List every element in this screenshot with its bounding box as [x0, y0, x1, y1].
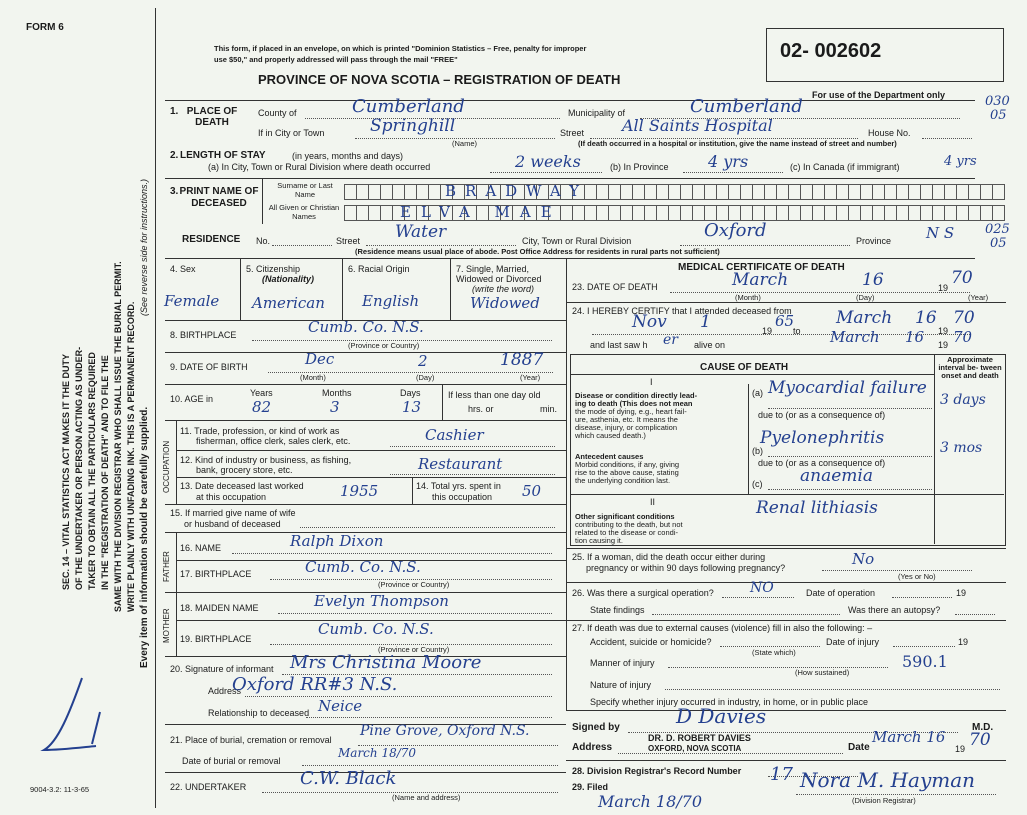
residence-city-label: City, Town or Rural Division — [522, 236, 632, 246]
cause-a-label: (a) — [752, 388, 763, 398]
dod-month: March — [732, 270, 789, 290]
dept-cause-code: 590.1 — [902, 652, 948, 671]
registrar-hint: (Division Registrar) — [852, 796, 916, 805]
hrs-label: hrs. or — [468, 404, 494, 414]
trade-label-1: 11. Trade, profession, or kind of work as — [180, 426, 340, 436]
q26-value: NO — [750, 580, 774, 596]
undertaker-label: 22. UNDERTAKER — [170, 782, 247, 792]
residence-city-value: Oxford — [704, 220, 767, 241]
age-years-label: Years — [250, 388, 273, 398]
form-number: FORM 6 — [26, 22, 64, 33]
burial-place-value: Pine Grove, Oxford N.S. — [360, 723, 530, 739]
last-saw-year: 70 — [953, 328, 973, 346]
stay-province-value: 4 yrs — [708, 152, 749, 171]
spouse-label-2: or husband of deceased — [184, 519, 281, 529]
q26-label: 26. Was there a surgical operation? — [572, 588, 714, 598]
other-conditions-1: Other significant conditions — [575, 512, 675, 521]
findings-label: State findings — [590, 605, 645, 615]
cause-title: CAUSE OF DEATH — [700, 362, 789, 373]
residence-label: RESIDENCE — [182, 234, 241, 245]
direct-cause-3: the mode of dying, e.g., heart fail- — [575, 407, 687, 416]
signed-by-label: Signed by — [572, 722, 620, 733]
mail-notice-1: This form, if placed in an envelope, on which is printed "Dominion Statistics – Free, penalty for improper — [214, 44, 587, 53]
stay-number: 2. — [170, 150, 179, 161]
antecedent-2: Morbid conditions, if any, giving — [575, 460, 680, 469]
industry-value: Restaurant — [418, 455, 503, 473]
age-days-label: Days — [400, 388, 421, 398]
given-names-label: All Given or Christian Names — [268, 203, 340, 221]
stay-label: LENGTH OF STAY — [180, 150, 266, 161]
filed-date-value: March 18/70 — [598, 792, 703, 811]
injury-date-19: 19 — [958, 637, 969, 647]
less-than-day-label: If less than one day old — [448, 390, 541, 400]
citizenship-hint: (Nationality) — [262, 274, 315, 284]
cause-b-label: (b) — [752, 446, 763, 456]
sign-date-19: 19 — [955, 744, 966, 754]
surname-value: BRADWAY — [445, 182, 588, 200]
last-saw-month: March — [830, 328, 880, 346]
q25-label-2: pregnancy or within 90 days following pregnancy? — [586, 563, 786, 573]
house-no-label: House No. — [868, 128, 911, 138]
trade-label-2: fisherman, office clerk, sales clerk, etc. — [196, 436, 351, 446]
how-sustained-hint: (How sustained) — [795, 668, 850, 677]
name-label: PRINT NAME OF DECEASED — [179, 186, 259, 209]
dod-year: 70 — [951, 268, 973, 288]
dod-year-prefix: 19 — [938, 283, 949, 293]
municipality-value: Cumberland — [690, 96, 803, 117]
surname-cells — [344, 184, 1005, 200]
registration-number: 02- 002602 — [780, 40, 882, 62]
sec14-line-6: WRITE PLAINLY WITH UNFADING INK. THIS IS A PERMANENT RECORD. — [126, 301, 136, 612]
interval-header: Approximate interval be- tween onset and death — [938, 355, 1002, 380]
dod-day: 16 — [862, 270, 884, 290]
undertaker-value: C.W. Black — [300, 768, 397, 789]
dept-code-1: 030 — [985, 94, 1010, 109]
dod-month-hint: (Month) — [735, 293, 761, 302]
total-years-label-2: this occupation — [432, 492, 493, 502]
city-value: Springhill — [370, 116, 456, 136]
birthplace-hint: (Province or Country) — [348, 341, 420, 350]
residence-province-value: N S — [926, 224, 955, 242]
sign-date-label: Date — [848, 742, 870, 753]
cause-c-label: (c) — [752, 479, 763, 489]
city-name-hint: (Name) — [452, 139, 478, 148]
form-code: 9004-3.2: 11-3-65 — [30, 785, 90, 794]
other-conditions-4: tion causing it. — [575, 536, 623, 545]
residence-street-value: Water — [395, 222, 447, 242]
hospital-note: (If death occurred in a hospital or institution, give the name instead of street and number) — [578, 139, 897, 148]
mother-birthplace-hint: (Province or Country) — [378, 645, 450, 654]
stay-hint: (in years, months and days) — [292, 151, 404, 161]
direct-cause-4: ure, asthenia, etc. It means the — [575, 415, 678, 424]
q25-value: No — [852, 550, 875, 568]
dod-label: 23. DATE OF DEATH — [572, 282, 658, 292]
dob-label: 9. DATE OF BIRTH — [170, 362, 248, 372]
dob-month-hint: (Month) — [300, 373, 326, 382]
injury-place-label: Specify whether injury occurred in industry, in home, or in public place — [590, 697, 868, 707]
age-months-value: 3 — [330, 398, 340, 416]
direct-cause-1: Disease or condition directly lead- — [575, 391, 698, 400]
attended-from-year: 65 — [775, 312, 795, 330]
father-birthplace-hint: (Province or Country) — [378, 580, 450, 589]
dob-year: 1887 — [500, 350, 544, 370]
age-days-value: 13 — [402, 398, 422, 416]
attended-to-19: 19 — [938, 326, 949, 336]
last-worked-label-1: 13. Date deceased last worked — [180, 481, 304, 491]
place-number: 1. — [170, 106, 179, 117]
age-years-value: 82 — [252, 398, 272, 416]
q28-label: 28. Division Registrar's Record Number — [572, 766, 742, 776]
county-value: Cumberland — [352, 96, 465, 117]
q29-label: 29. Filed — [572, 782, 609, 792]
citizenship-value: American — [252, 294, 325, 312]
cause-b-interval: 3 mos — [940, 440, 983, 456]
burial-date-value: March 18/70 — [338, 746, 417, 760]
attended-to-year: 70 — [953, 308, 975, 328]
alive-on-label: alive on — [694, 340, 726, 350]
last-worked-label-2: at this occupation — [196, 492, 267, 502]
attended-to-month: March — [836, 308, 893, 328]
name-number: 3. — [170, 186, 179, 197]
informant-rel-value: Neice — [318, 697, 363, 715]
county-label: County of — [258, 108, 297, 118]
cause-b-value: Pyelonephritis — [760, 428, 885, 448]
reverse-side-note: (See reverse side for instructions.) — [139, 178, 149, 316]
direct-cause-5: disease, injury, or complication — [575, 423, 677, 432]
father-name-value: Ralph Dixon — [290, 532, 384, 550]
md-label: M.D. — [972, 722, 994, 733]
mother-maiden-label: 18. MAIDEN NAME — [180, 603, 259, 613]
mail-notice-2: use $50," and properly addressed will pass through the mail "FREE" — [214, 55, 458, 64]
father-label: FATHER — [162, 551, 171, 582]
given-names-value: ELVA MAE — [400, 203, 562, 221]
due-to-2: due to (or as a consequence of) — [758, 458, 886, 468]
marital-value: Widowed — [470, 294, 540, 312]
informant-sig-value: Mrs Christina Moore — [290, 652, 482, 673]
q25-label-1: 25. If a woman, did the death occur either during — [572, 552, 766, 562]
sex-value: Female — [164, 292, 220, 310]
last-saw-her: er — [663, 332, 678, 348]
nature-label: Nature of injury — [590, 680, 652, 690]
dept-use-label: For use of the Department only — [812, 90, 946, 100]
father-birthplace-label: 17. BIRTHPLACE — [180, 569, 252, 579]
stay-city-value: 2 weeks — [515, 152, 581, 171]
place-label: PLACE OF DEATH — [186, 106, 238, 128]
part-two-label: II — [650, 497, 656, 507]
attended-to-label: to — [793, 326, 801, 336]
citizenship-label: 5. Citizenship — [246, 264, 301, 274]
cause-a-interval: 3 days — [940, 392, 986, 408]
last-saw-day: 16 — [905, 328, 925, 346]
direct-cause-2: ing to death (This does not mean — [575, 399, 693, 408]
residence-street-label: Street — [336, 236, 361, 246]
q27-label: 27. If death was due to external causes (violence) fill in also the following: – — [572, 623, 873, 633]
informant-address-label: Address — [208, 686, 242, 696]
spouse-label-1: 15. If married give name of wife — [170, 508, 296, 518]
sec14-line-1: SEC. 14 – VITAL STATISTICS ACT MAKES IT THE DUTY — [61, 353, 71, 590]
autopsy-label: Was there an autopsy? — [848, 605, 941, 615]
direct-cause-6: which caused death.) — [575, 431, 646, 440]
stay-canada-value: 4 yrs — [944, 154, 977, 169]
residence-province-label: Province — [856, 236, 892, 246]
racial-origin-label: 6. Racial Origin — [348, 264, 410, 274]
industry-label-1: 12. Kind of industry or business, as fishing, — [180, 455, 352, 465]
undertaker-hint: (Name and address) — [392, 793, 461, 802]
age-months-label: Months — [322, 388, 352, 398]
dob-month: Dec — [305, 350, 335, 368]
form-title: PROVINCE OF NOVA SCOTIA – REGISTRATION OF DEATH — [258, 72, 621, 87]
sec14-line-5: SAME WITH THE DIVISION REGISTRAR WHO SHALL ISSUE THE BURIAL PERMIT. — [113, 261, 123, 612]
total-years-value: 50 — [522, 482, 542, 500]
burial-date-label: Date of burial or removal — [182, 756, 281, 766]
attended-from-19: 19 — [762, 326, 773, 336]
residence-note: (Residence means usual place of abode. Post Office Address for residents in rural parts not sufficient) — [355, 247, 720, 256]
doctor-stamp-address: OXFORD, NOVA SCOTIA — [648, 744, 742, 753]
street-value: All Saints Hospital — [622, 116, 773, 135]
dept-code-3: 025 — [985, 222, 1010, 237]
state-which-hint: (State which) — [752, 648, 796, 657]
manner-label: Manner of injury — [590, 658, 655, 668]
municipality-label: Municipality of — [568, 108, 626, 118]
racial-origin-value: English — [362, 292, 420, 310]
address-label: Address — [572, 742, 613, 753]
industry-label-2: bank, grocery store, etc. — [196, 465, 293, 475]
sec14-line-4: IN THE "REGISTRATION OF DEATH" AND TO FILE THE — [100, 355, 110, 590]
certify-label: 24. I HEREBY CERTIFY that I attended deceased from — [572, 306, 792, 316]
yes-no-hint: (Yes or No) — [898, 572, 936, 581]
other-conditions-value: Renal lithiasis — [756, 498, 878, 518]
dept-code-2: 05 — [990, 108, 1007, 123]
father-name-label: 16. NAME — [180, 543, 222, 553]
dept-code-4: 05 — [990, 236, 1007, 251]
min-label: min. — [540, 404, 558, 414]
attended-to-day: 16 — [915, 308, 937, 328]
dod-year-hint: (Year) — [968, 293, 989, 302]
sec14-line-3: TAKER TO OBTAIN ALL THE PARTICULARS REQUIRED — [87, 352, 97, 590]
informant-address-value: Oxford RR#3 N.S. — [232, 674, 398, 695]
dob-day: 2 — [418, 352, 428, 370]
last-saw-19: 19 — [938, 340, 949, 350]
age-label: 10. AGE in — [170, 394, 214, 404]
registrar-signature: Nora M. Hayman — [800, 768, 976, 792]
sign-date-year: 70 — [969, 730, 991, 750]
marital-label: 7. Single, Married, Widowed or Divorced — [456, 264, 542, 284]
birthplace-value: Cumb. Co. N.S. — [308, 318, 424, 336]
operation-date-19: 19 — [956, 588, 967, 598]
residence-no-label: No. — [256, 236, 271, 246]
burial-place-label: 21. Place of burial, cremation or removal — [170, 735, 332, 745]
accident-label: Accident, suicide or homicide? — [590, 637, 712, 647]
operation-date-label: Date of operation — [806, 588, 876, 598]
stay-city-label: (a) In City, Town or Rural Division where death occurred — [208, 162, 431, 172]
mother-label: MOTHER — [162, 608, 171, 643]
sec14-line-2: OF THE UNDERTAKER OR PERSON ACTING AS UNDER- — [74, 346, 84, 590]
trade-value: Cashier — [425, 426, 484, 444]
attended-from-month: Nov — [632, 312, 667, 332]
total-years-label-1: 14. Total yrs. spent in — [416, 481, 501, 491]
margin-initial-mark — [30, 672, 110, 762]
antecedent-4: the underlying condition last. — [575, 476, 671, 485]
informant-rel-label: Relationship to deceased — [208, 708, 310, 718]
city-label: If in City or Town — [258, 128, 325, 138]
dob-year-hint: (Year) — [520, 373, 541, 382]
surname-label: Surname or Last Name — [277, 181, 333, 199]
due-to-1: due to (or as a consequence of) — [758, 410, 886, 420]
sign-date-value: March 16 — [872, 728, 946, 746]
dob-day-hint: (Day) — [416, 373, 435, 382]
cause-a-value: Myocardial failure — [768, 378, 927, 398]
mother-birthplace-label: 19. BIRTHPLACE — [180, 634, 252, 644]
other-conditions-2: contributing to the death, but not — [575, 520, 683, 529]
other-conditions-3: related to the disease or condi- — [575, 528, 678, 537]
medical-title: MEDICAL CERTIFICATE OF DEATH — [678, 262, 845, 273]
mother-maiden-value: Evelyn Thompson — [314, 592, 449, 610]
part-one-label: I — [650, 377, 653, 387]
injury-date-label: Date of injury — [826, 637, 880, 647]
occupation-label: OCCUPATION — [162, 440, 171, 493]
cause-c-value: anaemia — [800, 466, 873, 486]
physician-signature: D Davies — [676, 704, 767, 728]
attended-from-day: 1 — [700, 312, 711, 332]
father-birthplace-value: Cumb. Co. N.S. — [305, 558, 421, 576]
record-number-value: 17 — [770, 764, 793, 785]
antecedent-1: Antecedent causes — [575, 452, 644, 461]
informant-sig-label: 20. Signature of informant — [170, 664, 274, 674]
last-worked-value: 1955 — [340, 482, 379, 500]
dod-day-hint: (Day) — [856, 293, 875, 302]
antecedent-3: rise to the above cause, stating — [575, 468, 679, 477]
birthplace-label: 8. BIRTHPLACE — [170, 330, 237, 340]
doctor-stamp-name: DR. D. ROBERT DAVIES — [648, 733, 751, 743]
stay-province-label: (b) In Province — [610, 162, 669, 172]
street-label: Street — [560, 128, 585, 138]
last-saw-label: and last saw h — [590, 340, 648, 350]
stay-canada-label: (c) In Canada (if immigrant) — [790, 162, 900, 172]
every-item-note: Every item of information should be carefully supplied. — [139, 406, 150, 668]
mother-birthplace-value: Cumb. Co. N.S. — [318, 620, 434, 638]
sex-label: 4. Sex — [170, 264, 196, 274]
marital-hint: (write the word) — [472, 284, 535, 294]
